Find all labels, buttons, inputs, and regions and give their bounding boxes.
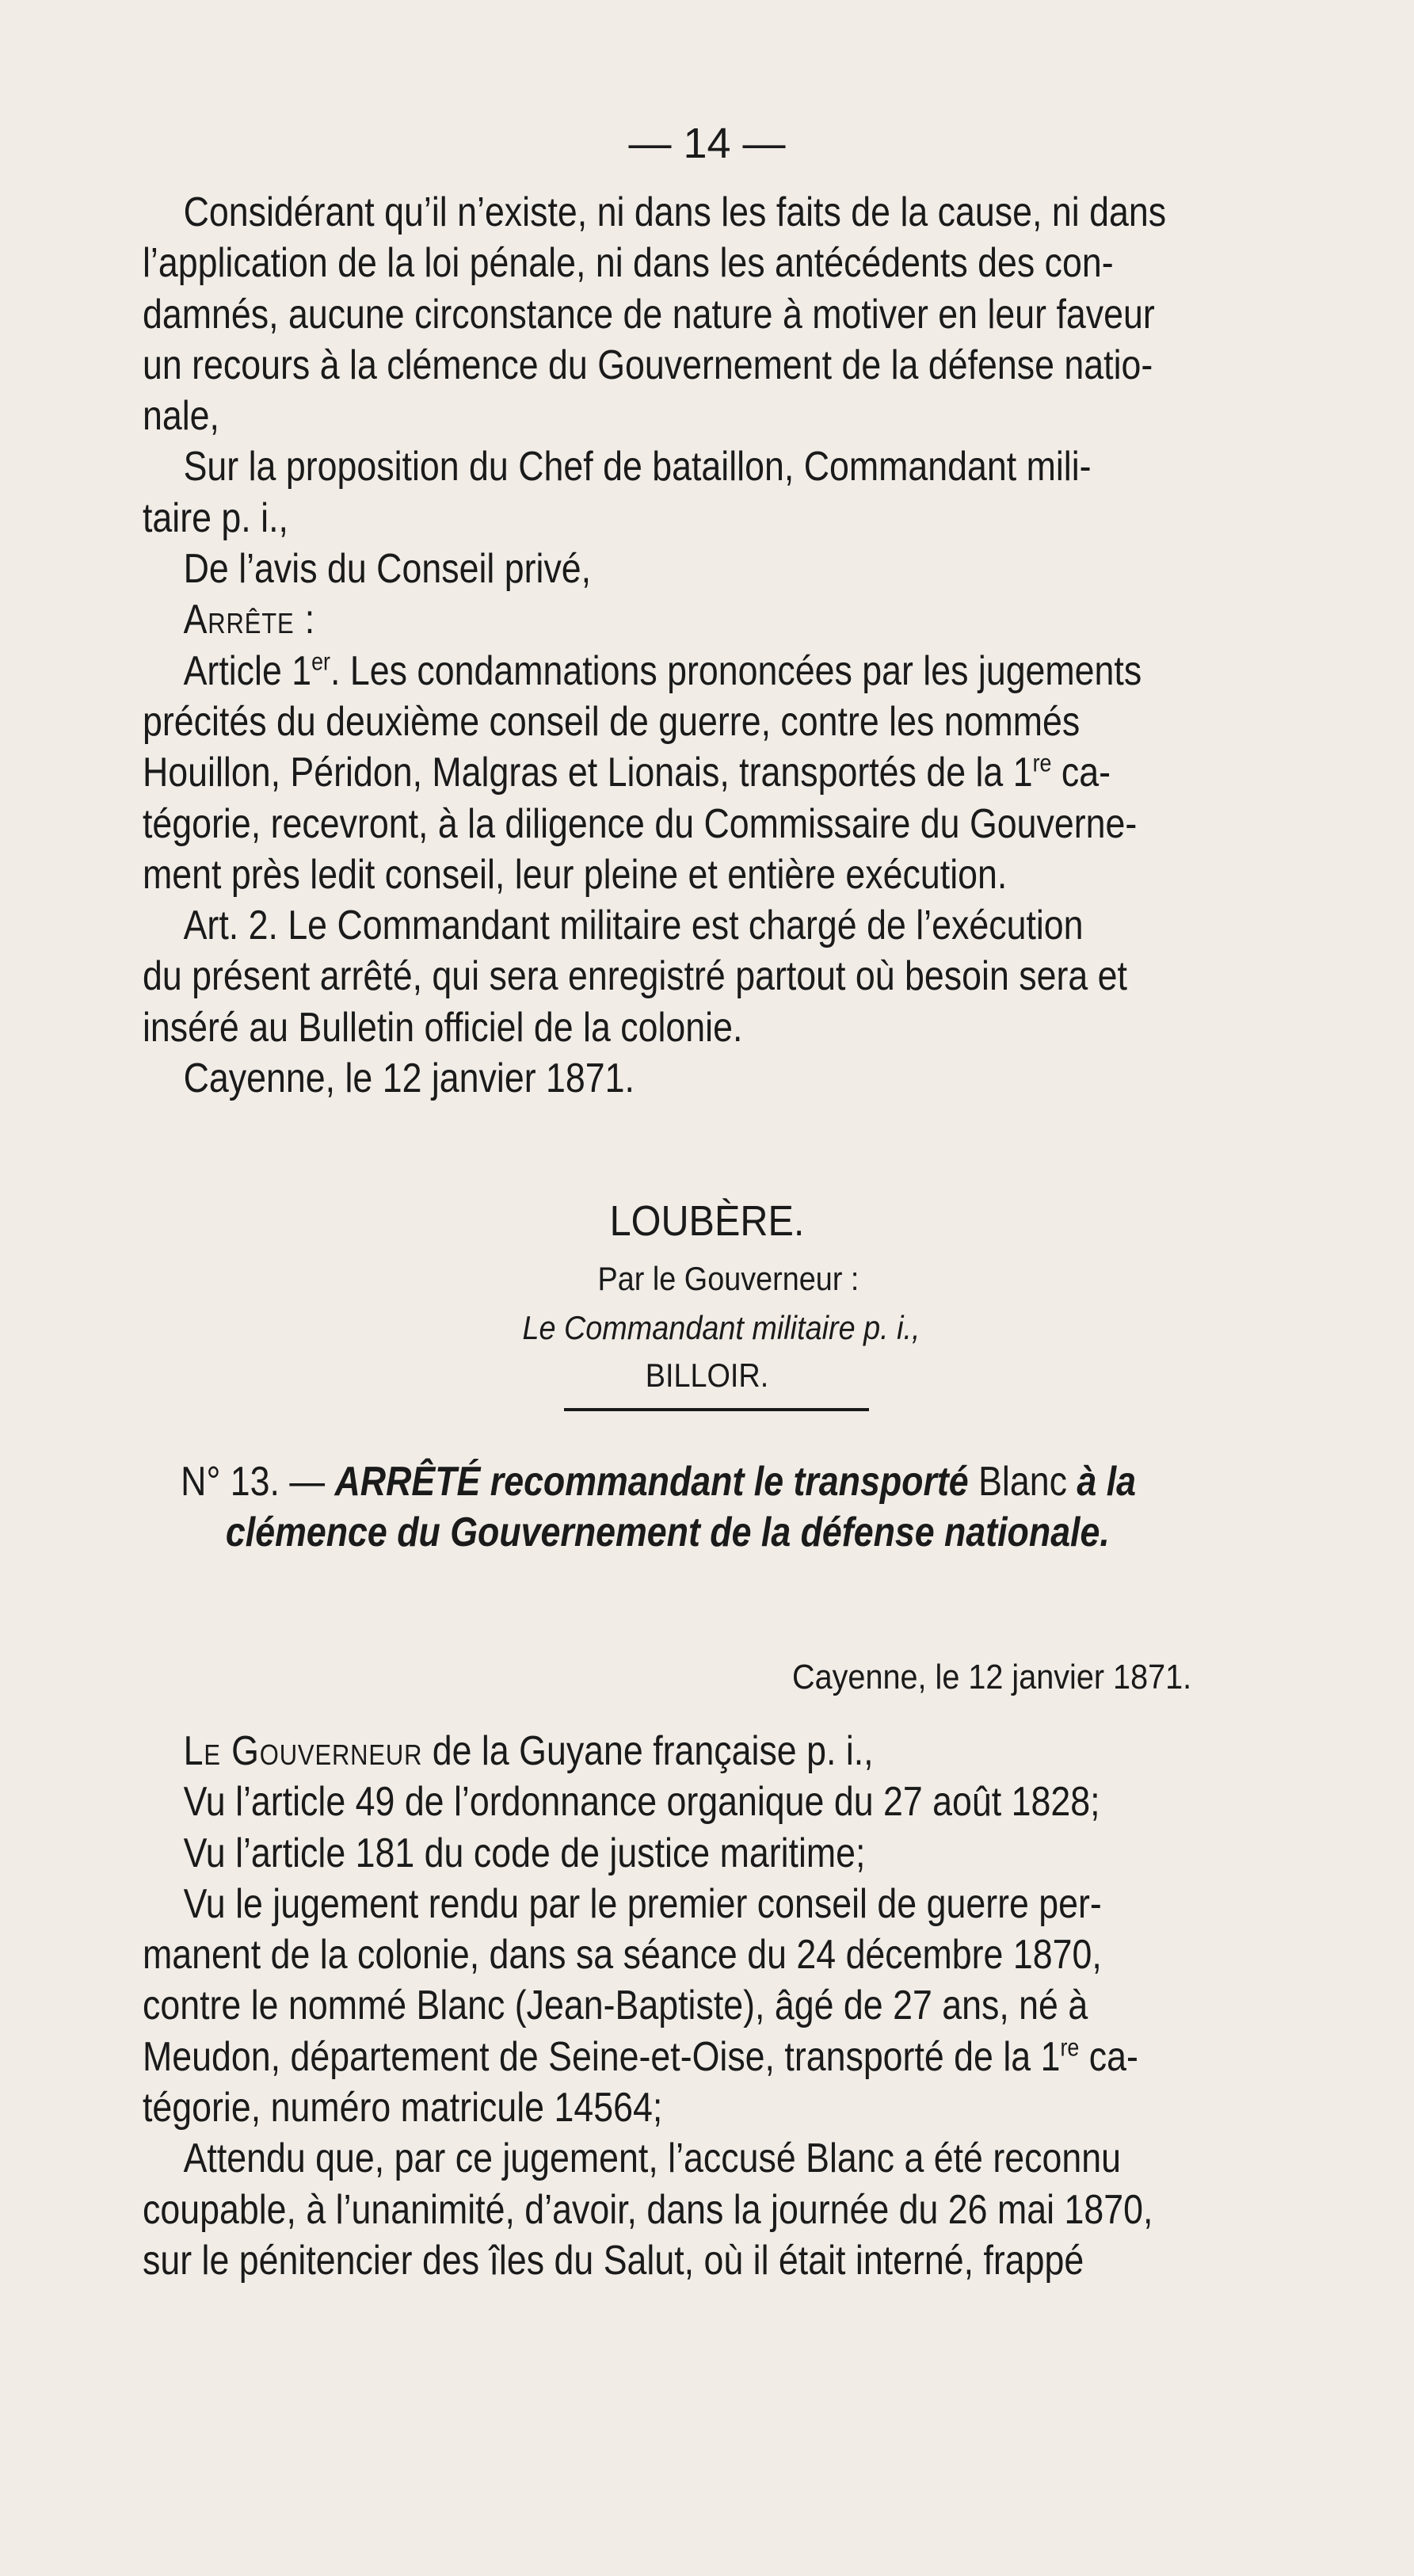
page-number: — 14 — (628, 120, 786, 167)
decree-heading (143, 1456, 1178, 1559)
article-1-label: Article 1 (183, 647, 312, 694)
signature-name-2: BILLOIR. (645, 1357, 769, 1394)
arrete-heading: Arrête : (183, 597, 316, 643)
considerant-block (143, 187, 1178, 1104)
gouverneur-line (143, 1726, 1178, 1776)
text-line: Attendu que, par ce jugement, l’accusé Blanc a été reconnu (183, 2135, 1121, 2182)
text-line: l’application de la loi pénale, ni dans les antécédents des con- (143, 240, 1114, 287)
text-line: Considérant qu’il n’existe, ni dans les faits de la cause, ni dans (183, 189, 1167, 235)
text-span: ca- (1051, 750, 1111, 796)
text-line: précités du deuxième conseil de guerre, contre les nommés (143, 698, 1081, 745)
text-line: damnés, aucune circonstance de nature à motiver en leur faveur (143, 291, 1155, 338)
text-line (143, 747, 1178, 798)
text-line: inséré au Bulletin officiel de la colonie. (143, 1004, 743, 1051)
decree-title-line-2: clémence du Gouvernement de la défense nationale. (225, 1509, 1110, 1556)
gouverneur-label: Le Gouverneur (183, 1728, 423, 1774)
text-span: . Les condamnations prononcées par les jugements (330, 647, 1142, 694)
dateline-2: Cayenne, le 12 janvier 1871. (792, 1658, 1192, 1696)
text-span: ca- (1079, 2033, 1138, 2080)
text-line: contre le nommé Blanc (Jean-Baptiste), âgé de 27 ans, né à (143, 1983, 1088, 2029)
decree-number: N° 13. — (181, 1459, 326, 1505)
text-line: ment près ledit conseil, leur pleine et entière exécution. (143, 851, 1008, 898)
text-line: Sur la proposition du Chef de bataillon, Commandant mili- (183, 444, 1092, 490)
signature-role: Le Commandant militaire p. i., (522, 1309, 920, 1346)
text-line: taire p. i., (143, 494, 288, 541)
separator-rule (564, 1408, 869, 1411)
text-line: coupable, à l’unanimité, d’avoir, dans la journée du 26 mai 1870, (143, 2186, 1153, 2233)
text-line (143, 2032, 1178, 2082)
text-line: du présent arrêté, qui sera enregistré partout où besoin sera et (143, 953, 1127, 1000)
text-line: Art. 2. Le Commandant militaire est chargé de l’exécution (183, 903, 1084, 949)
decree-title-line (143, 1456, 1178, 1507)
text-span: Blanc (978, 1459, 1067, 1505)
text-line: tégorie, numéro matricule 14564; (143, 2085, 663, 2131)
text-line: Vu l’article 181 du code de justice maritime; (183, 1830, 866, 1876)
text-span: Houillon, Péridon, Malgras et Lionais, transportés de la 1 (143, 750, 1033, 796)
article-1-first-line (143, 646, 1178, 696)
text-line: Vu l’article 49 de l’ordonnance organique du 27 août 1828; (183, 1779, 1100, 1826)
text-line: un recours à la clémence du Gouvernement de la défense natio- (143, 342, 1153, 388)
superscript: re (1032, 749, 1052, 777)
text-span: à la (1077, 1459, 1136, 1505)
dateline: Cayenne, le 12 janvier 1871. (183, 1055, 635, 1102)
signature-par: Par le Gouverneur : (597, 1260, 859, 1297)
text-line: sur le pénitencier des îles du Salut, où il était interné, frappé (143, 2237, 1084, 2284)
text-line: tégorie, recevront, à la diligence du Commissaire du Gouverne- (143, 800, 1138, 847)
vu-block (143, 1726, 1178, 2286)
text-span: Meudon, département de Seine-et-Oise, transporté de la 1 (143, 2033, 1061, 2080)
superscript: er (311, 647, 330, 676)
text-span: ARRÊTÉ recommandant le transporté (334, 1459, 969, 1505)
text-line: nale, (143, 393, 219, 440)
text-span: de la Guyane française p. i., (432, 1728, 874, 1774)
signature-name: LOUBÈRE. (609, 1197, 805, 1245)
text-line: manent de la colonie, dans sa séance du 24 décembre 1870, (143, 1932, 1102, 1979)
superscript: re (1060, 2033, 1080, 2062)
text-line: Vu le jugement rendu par le premier conseil de guerre per- (183, 1880, 1102, 1927)
text-line: De l’avis du Conseil privé, (183, 546, 592, 593)
